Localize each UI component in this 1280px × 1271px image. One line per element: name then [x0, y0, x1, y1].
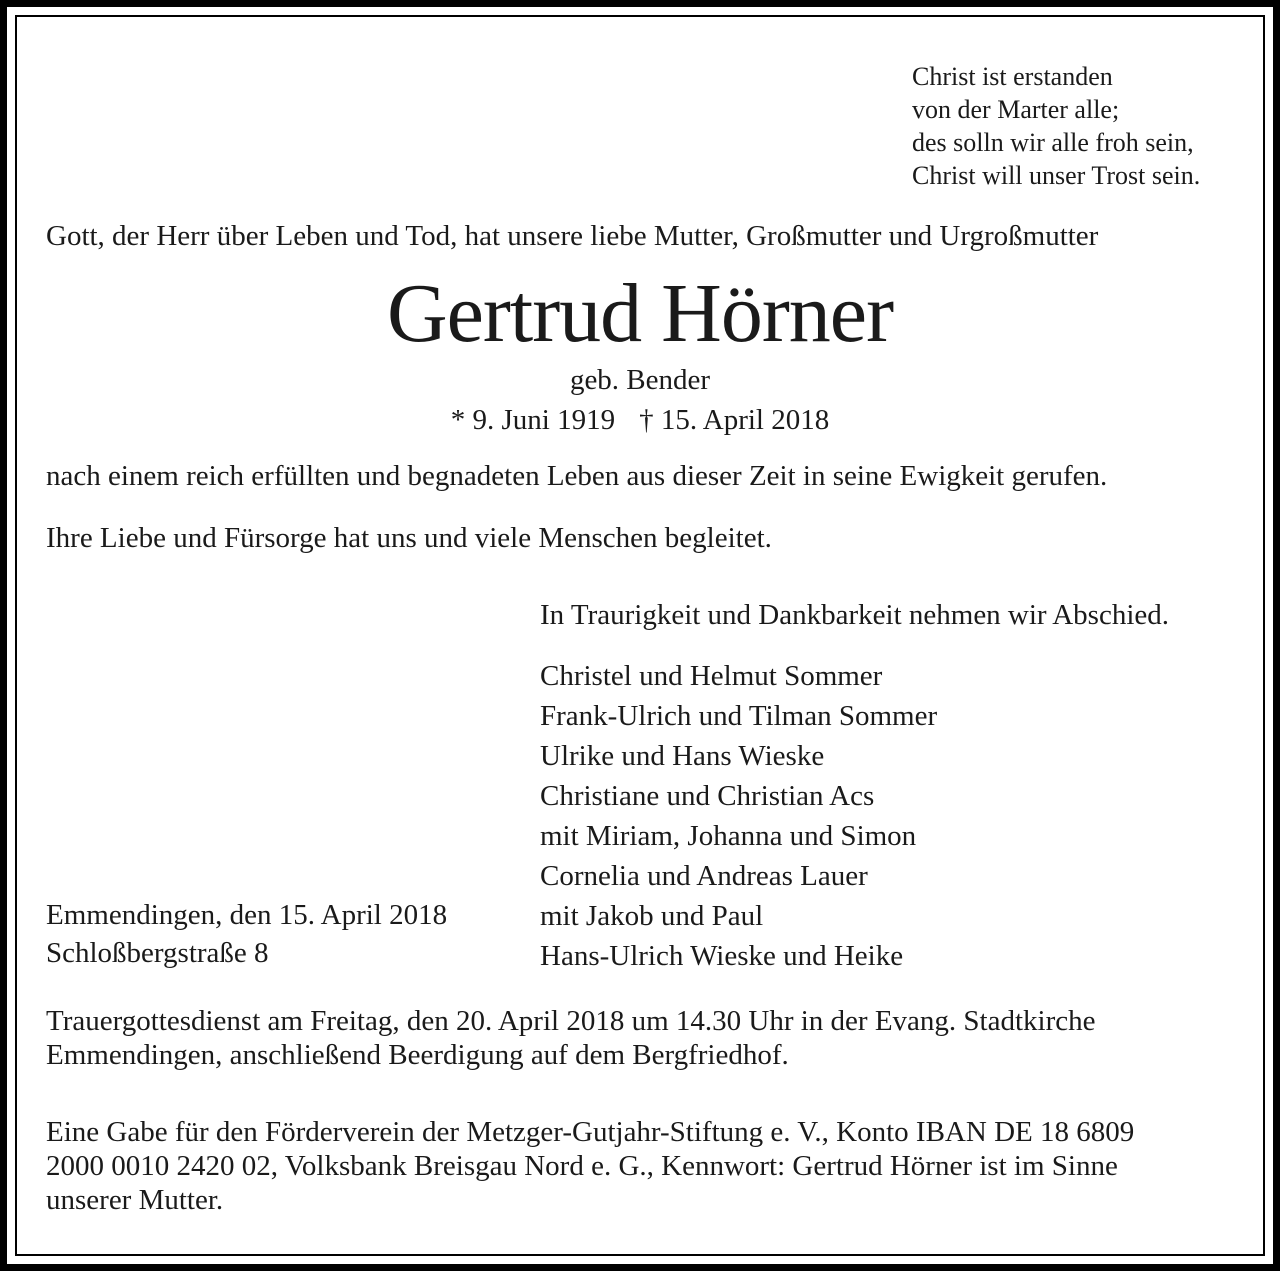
motto-line: Christ ist erstanden	[912, 62, 1113, 91]
motto-line: des solln wir alle froh sein,	[912, 128, 1194, 157]
mourner-line: mit Jakob und Paul	[540, 900, 764, 932]
love-text: Ihre Liebe und Fürsorge hat uns und viele Menschen begleitet.	[46, 522, 772, 554]
donation-line: 2000 0010 2420 02, Volksbank Breisgau Nord e. G., Kennwort: Gertrud Hörner ist im Sinne	[46, 1150, 1118, 1182]
mourner-line: Christiane und Christian Acs	[540, 780, 875, 812]
life-dates	[0, 406, 1280, 435]
funeral-service-info	[46, 1004, 1095, 1072]
mourner-line: Cornelia und Andreas Lauer	[540, 860, 868, 892]
street-address: Schloßbergstraße 8	[46, 937, 269, 969]
mourner-line: Ulrike und Hans Wieske	[540, 740, 825, 772]
motto-line: von der Marter alle;	[912, 95, 1120, 124]
mourner-line: Hans-Ulrich Wieske und Heike	[540, 940, 904, 972]
service-line: Emmendingen, anschließend Beerdigung auf dem Bergfriedhof.	[46, 1039, 789, 1071]
place-date: Emmendingen, den 15. April 2018	[46, 899, 448, 931]
farewell-text: In Traurigkeit und Dankbarkeit nehmen wir Abschied.	[540, 599, 1170, 631]
donation-line: unserer Mutter.	[46, 1184, 224, 1216]
mourner-line: mit Miriam, Johanna und Simon	[540, 820, 917, 852]
intro-text: Gott, der Herr über Leben und Tod, hat unsere liebe Mutter, Großmutter und Urgroßmutter	[46, 220, 1099, 252]
called-text: nach einem reich erfüllten und begnadeten Leben aus dieser Zeit in seine Ewigkeit gerufen.	[46, 460, 1108, 492]
donation-info	[46, 1115, 1134, 1217]
easter-hymn-motto	[912, 60, 1200, 192]
motto-line: Christ will unser Trost sein.	[912, 161, 1201, 190]
death-date: † 15. April 2018	[639, 404, 830, 436]
place-and-address	[46, 896, 447, 972]
birth-date: * 9. Juni 1919	[450, 404, 616, 436]
mourner-line: Frank-Ulrich und Tilman Sommer	[540, 700, 938, 732]
service-line: Trauergottesdienst am Freitag, den 20. April 2018 um 14.30 Uhr in der Evang. Stadtkirche	[46, 1005, 1096, 1037]
maiden-name: geb. Bender	[569, 364, 711, 396]
mourners-list	[540, 656, 937, 976]
mourner-line: Christel und Helmut Sommer	[540, 660, 883, 692]
donation-line: Eine Gabe für den Förderverein der Metzger-Gutjahr-Stiftung e. V., Konto IBAN DE 18 6809	[46, 1116, 1135, 1148]
deceased-name: Gertrud Hörner	[386, 267, 894, 360]
